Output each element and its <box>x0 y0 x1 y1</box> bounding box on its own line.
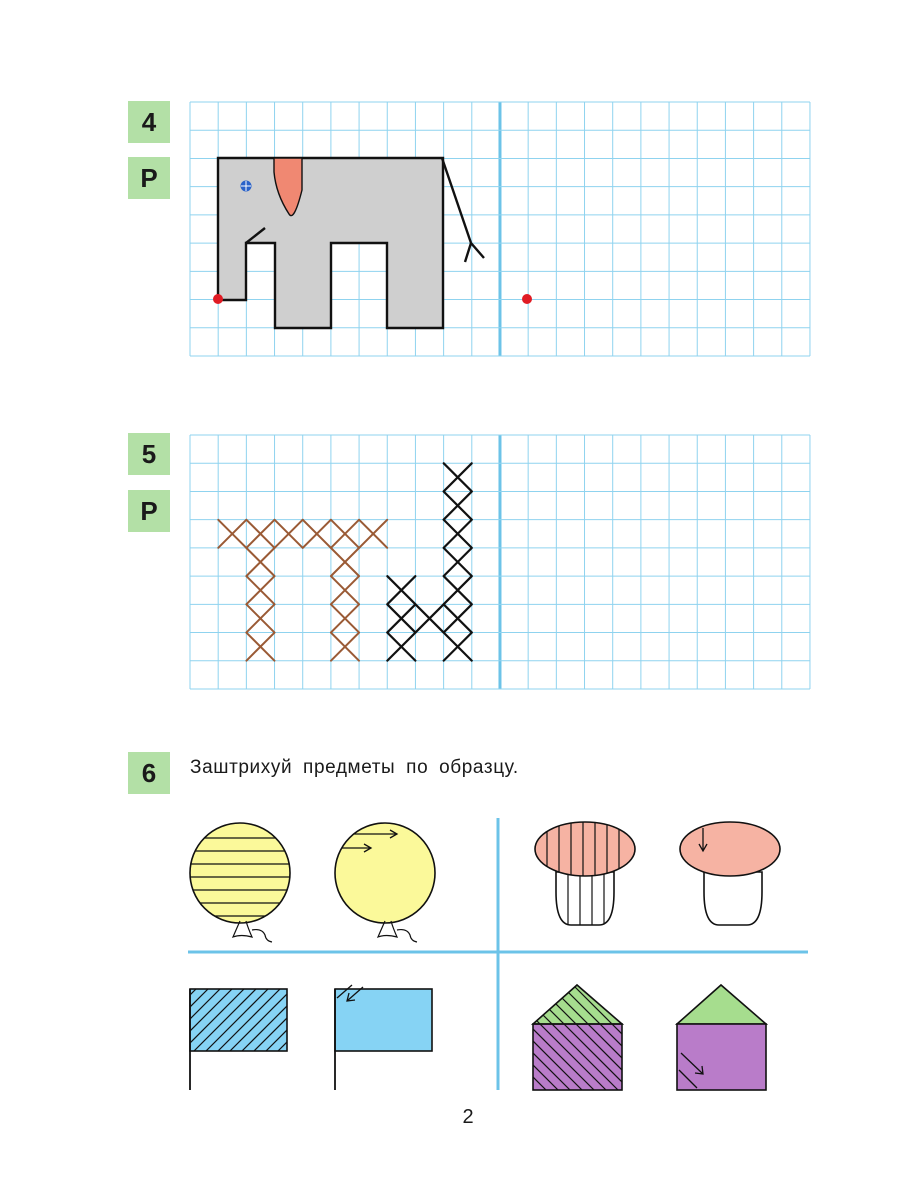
mushroom-icon-sample <box>535 815 635 930</box>
grid-exercise-5 <box>190 435 810 689</box>
start-dot-task <box>522 294 532 304</box>
start-dot-sample <box>213 294 223 304</box>
exercise-6-instruction: Заштрихуй предметы по образцу. <box>190 757 519 778</box>
balloon-icon-sample <box>180 823 300 942</box>
exercise-4-number-badge: 4 <box>128 101 170 143</box>
exercise-4-marker-badge: Р <box>128 157 170 199</box>
exercise-5-marker-badge: Р <box>128 490 170 532</box>
page-number: 2 <box>462 1106 474 1128</box>
exercise-6-number-badge: 6 <box>128 752 170 794</box>
cross-stitch-letter-ch <box>387 463 471 660</box>
mushroom-icon-task <box>680 822 780 925</box>
balloon-icon-task <box>335 823 435 942</box>
house-icon-task <box>677 985 766 1090</box>
exercise-5-number-badge: 5 <box>128 433 170 475</box>
flag-icon-task <box>335 985 432 1090</box>
flag-icon-sample <box>110 989 364 1090</box>
